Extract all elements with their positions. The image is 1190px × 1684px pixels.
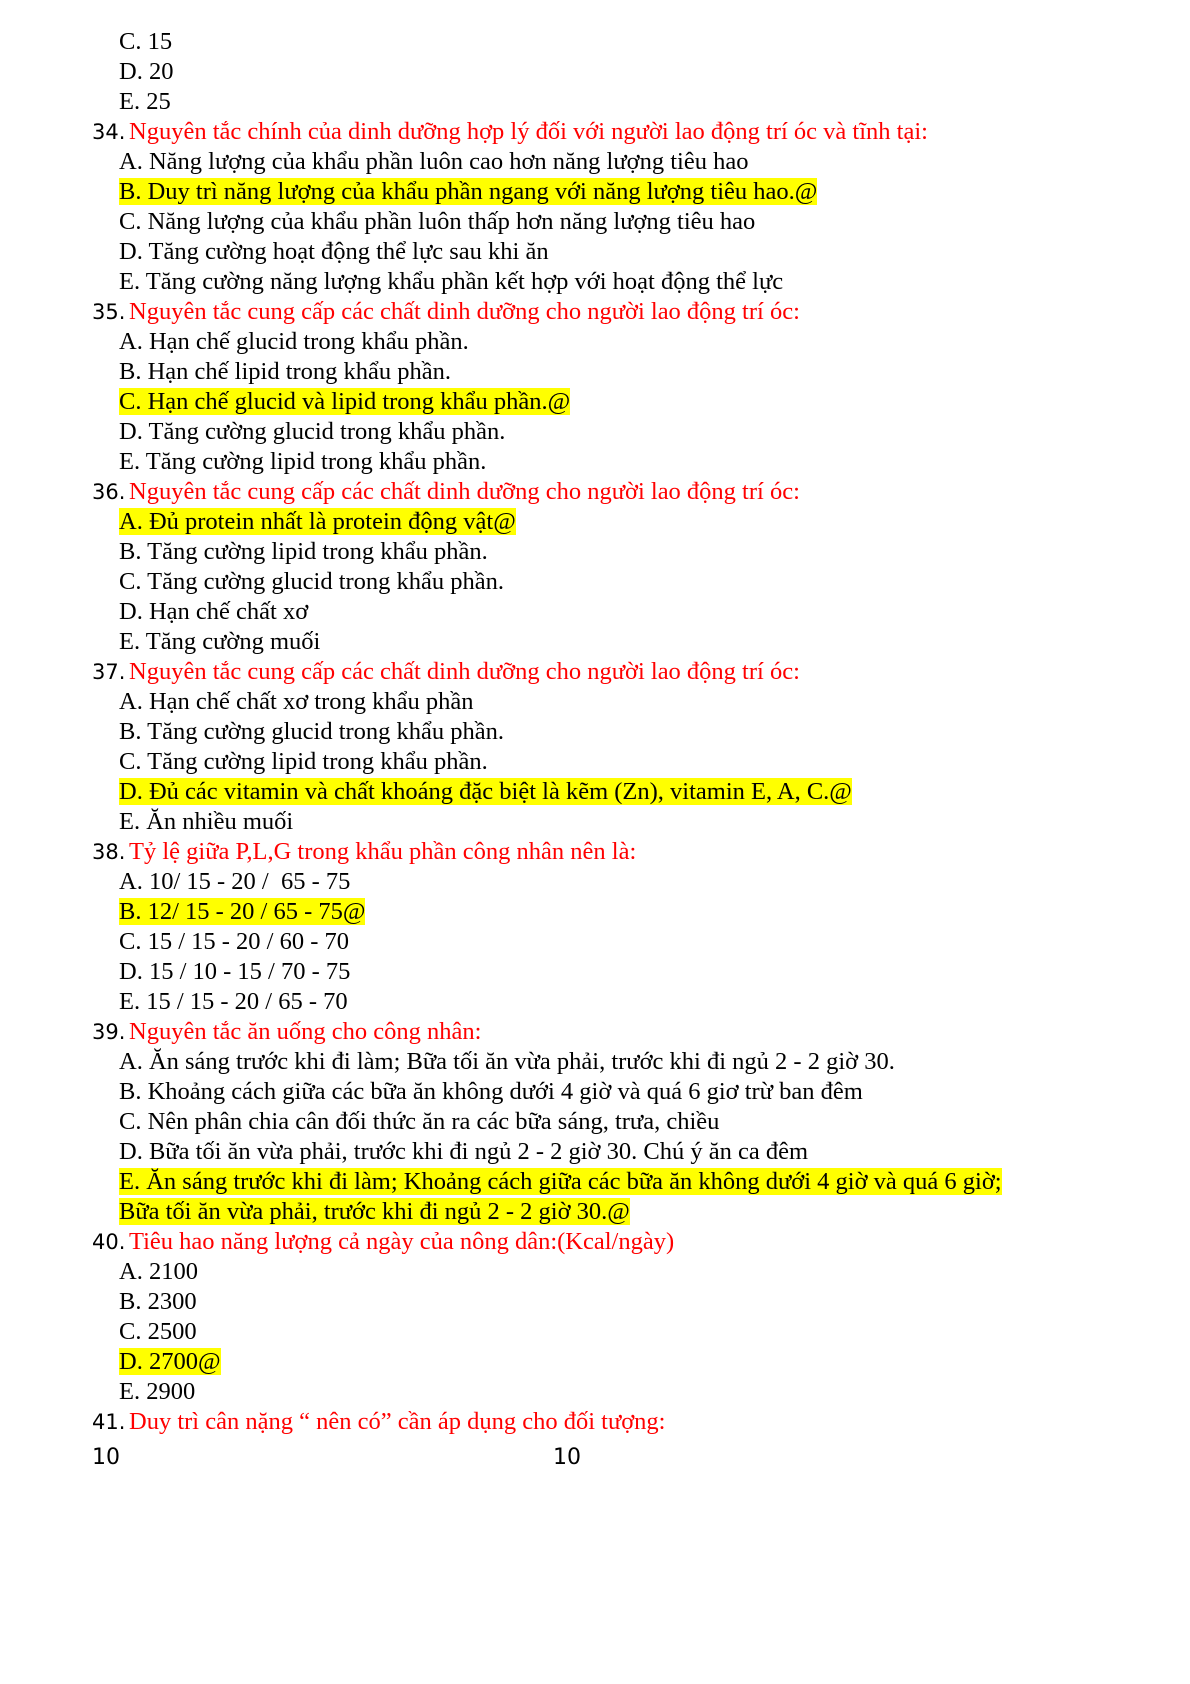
answer-text: D. Tăng cường hoạt động thể lực sau khi ăn <box>119 238 549 265</box>
answer-text: D. Hạn chế chất xơ <box>119 598 309 625</box>
question-number: 34. <box>92 120 126 144</box>
question-text: Nguyên tắc cung cấp các chất dinh dưỡng cho người lao động trí óc: <box>129 298 800 325</box>
answer-option <box>0 87 1190 117</box>
answer-option <box>0 927 1190 957</box>
question-34 <box>0 117 1190 147</box>
answer-option-correct <box>0 777 1190 807</box>
question-number: 39. <box>92 1020 126 1044</box>
answer-text-highlighted: B. 12/ 15 - 20 / 65 - 75@ <box>119 898 366 925</box>
answer-option <box>0 627 1190 657</box>
question-text: Nguyên tắc cung cấp các chất dinh dưỡng cho người lao động trí óc: <box>129 478 800 505</box>
answer-text: B. Tăng cường lipid trong khẩu phần. <box>119 538 488 565</box>
answer-text: E. Tăng cường năng lượng khẩu phần kết hợp với hoạt động thể lực <box>119 268 784 295</box>
answer-text: E. 2900 <box>119 1378 196 1405</box>
answer-option <box>0 1107 1190 1137</box>
question-number: 36. <box>92 480 126 504</box>
question-number: 37. <box>92 660 126 684</box>
answer-option <box>0 597 1190 627</box>
answer-text: B. Tăng cường glucid trong khẩu phần. <box>119 718 505 745</box>
answer-text: C. 15 <box>119 28 173 55</box>
answer-option <box>0 537 1190 567</box>
answer-text: C. 2500 <box>119 1318 197 1345</box>
answer-text: A. 10/ 15 - 20 / 65 - 75 <box>119 868 351 895</box>
question-number: 40. <box>92 1230 126 1254</box>
answer-option-correct <box>0 1167 1019 1227</box>
answer-text-highlighted: A. Đủ protein nhất là protein động vật@ <box>119 508 516 535</box>
answer-text-highlighted: D. 2700@ <box>119 1348 221 1375</box>
question-39 <box>0 1017 1190 1047</box>
answer-option <box>0 1257 1190 1287</box>
answer-option <box>0 237 1190 267</box>
answer-option <box>0 747 1190 777</box>
answer-option <box>0 567 1190 597</box>
answer-text: C. Tăng cường lipid trong khẩu phần. <box>119 748 488 775</box>
answer-option <box>0 1287 1190 1317</box>
answer-text: D. 20 <box>119 58 174 85</box>
question-number: 35. <box>92 300 126 324</box>
question-text: Nguyên tắc chính của dinh dưỡng hợp lý đối với người lao động trí óc và tĩnh tại: <box>129 118 928 145</box>
answer-option-correct <box>0 507 1190 537</box>
answer-text: E. Ăn nhiều muối <box>119 808 294 835</box>
answer-option <box>0 867 1190 897</box>
answer-text: A. 2100 <box>119 1258 198 1285</box>
question-text: Tiêu hao năng lượng cả ngày của nông dân:(Kcal/ngày) <box>129 1228 675 1255</box>
answer-option <box>0 267 1190 297</box>
answer-text: A. Hạn chế glucid trong khẩu phần. <box>119 328 469 355</box>
answer-option <box>0 807 1190 837</box>
answer-text: A. Ăn sáng trước khi đi làm; Bữa tối ăn vừa phải, trước khi đi ngủ 2 - 2 giờ 30. <box>119 1048 895 1075</box>
answer-text: C. 15 / 15 - 20 / 60 - 70 <box>119 928 350 955</box>
question-36 <box>0 477 1190 507</box>
answer-text: E. Tăng cường muối <box>119 628 321 655</box>
answer-text-highlighted: D. Đủ các vitamin và chất khoáng đặc biệt là kẽm (Zn), vitamin E, A, C.@ <box>119 778 852 805</box>
answer-text: B. 2300 <box>119 1288 197 1315</box>
page-number-center: 10 <box>553 1445 581 1470</box>
answer-option <box>0 987 1190 1017</box>
answer-option <box>0 1047 1190 1077</box>
answer-option <box>0 57 1190 87</box>
answer-option <box>0 207 1190 237</box>
question-text: Duy trì cân nặng “ nên có” cần áp dụng cho đối tượng: <box>129 1408 666 1435</box>
answer-option <box>0 1077 1190 1107</box>
answer-option <box>0 357 1190 387</box>
answer-option <box>0 327 1190 357</box>
answer-text: B. Khoảng cách giữa các bữa ăn không dưới 4 giờ và quá 6 giơ trừ ban đêm <box>119 1078 863 1105</box>
answer-text: C. Năng lượng của khẩu phần luôn thấp hơn năng lượng tiêu hao <box>119 208 756 235</box>
document-page <box>0 27 1190 1437</box>
page-number-left: 10 <box>92 1445 120 1470</box>
question-text: Nguyên tắc cung cấp các chất dinh dưỡng cho người lao động trí óc: <box>129 658 800 685</box>
answer-option <box>0 1377 1190 1407</box>
answer-option-correct <box>0 387 1190 417</box>
question-41 <box>0 1407 1190 1437</box>
question-38 <box>0 837 1190 867</box>
answer-text: A. Năng lượng của khẩu phần luôn cao hơn năng lượng tiêu hao <box>119 148 749 175</box>
answer-option <box>0 417 1190 447</box>
answer-text: A. Hạn chế chất xơ trong khẩu phần <box>119 688 474 715</box>
answer-option <box>0 147 1190 177</box>
answer-text: C. Tăng cường glucid trong khẩu phần. <box>119 568 505 595</box>
answer-option <box>0 687 1190 717</box>
question-text: Tỷ lệ giữa P,L,G trong khẩu phần công nhân nên là: <box>129 838 637 865</box>
answer-text: E. 25 <box>119 88 171 115</box>
answer-text: D. Tăng cường glucid trong khẩu phần. <box>119 418 506 445</box>
question-text: Nguyên tắc ăn uống cho công nhân: <box>129 1018 482 1045</box>
answer-option <box>0 957 1190 987</box>
answer-text: D. 15 / 10 - 15 / 70 - 75 <box>119 958 351 985</box>
answer-text-highlighted: B. Duy trì năng lượng của khẩu phần ngang với năng lượng tiêu hao.@ <box>119 178 818 205</box>
answer-option-correct <box>0 177 1190 207</box>
question-40 <box>0 1227 1190 1257</box>
answer-text-highlighted: E. Ăn sáng trước khi đi làm; Khoảng cách giữa các bữa ăn không dưới 4 giờ và quá 6 giờ; Bữa tối ăn vừa phải, trước khi đi ngủ 2 - 2 giờ 30.@ <box>119 1168 1002 1225</box>
answer-option <box>0 447 1190 477</box>
answer-option <box>0 1137 1190 1167</box>
answer-option <box>0 717 1190 747</box>
answer-text: E. 15 / 15 - 20 / 65 - 70 <box>119 988 348 1015</box>
answer-option-correct <box>0 897 1190 927</box>
question-35 <box>0 297 1190 327</box>
question-number: 38. <box>92 840 126 864</box>
answer-option-correct <box>0 1347 1190 1377</box>
question-37 <box>0 657 1190 687</box>
question-number: 41. <box>92 1410 126 1434</box>
answer-option <box>0 1317 1190 1347</box>
answer-text: D. Bữa tối ăn vừa phải, trước khi đi ngủ 2 - 2 giờ 30. Chú ý ăn ca đêm <box>119 1138 809 1165</box>
answer-text: B. Hạn chế lipid trong khẩu phần. <box>119 358 452 385</box>
answer-option <box>0 27 1190 57</box>
answer-text: C. Nên phân chia cân đối thức ăn ra các bữa sáng, trưa, chiều <box>119 1108 720 1135</box>
answer-text: E. Tăng cường lipid trong khẩu phần. <box>119 448 487 475</box>
answer-text-highlighted: C. Hạn chế glucid và lipid trong khẩu phần.@ <box>119 388 571 415</box>
